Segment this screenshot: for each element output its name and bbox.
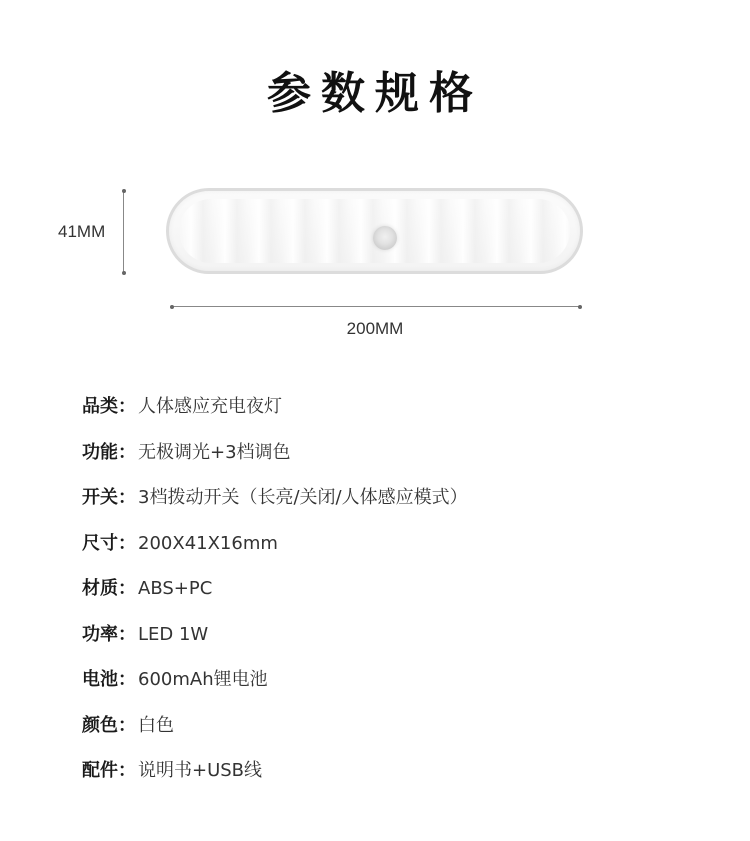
spec-label: 品类： — [82, 396, 136, 417]
motion-sensor — [373, 226, 397, 250]
spec-value: 说明书+USB线 — [138, 760, 263, 781]
spec-row-accessories — [82, 758, 702, 804]
spec-row-color — [82, 713, 702, 759]
spec-label: 功率： — [82, 623, 136, 645]
spec-label: 配件： — [82, 760, 136, 781]
spec-label: 颜色： — [82, 714, 136, 736]
spec-value: 3档拨动开关（长亮/关闭/人体感应模式） — [138, 487, 468, 508]
spec-label: 功能： — [82, 441, 136, 463]
spec-label: 尺寸： — [82, 532, 136, 554]
spec-row-power — [82, 622, 702, 668]
dimension-endpoint-dot — [122, 189, 126, 193]
spec-row-function — [82, 440, 702, 486]
spec-value: LED 1W — [138, 623, 209, 645]
dimension-endpoint-dot — [122, 271, 126, 275]
height-dimension-line — [123, 191, 124, 273]
spec-value: 白色 — [138, 714, 174, 736]
page-title: 参数规格 — [267, 68, 483, 119]
spec-value: 无极调光+3档调色 — [138, 441, 291, 463]
spec-value: 600mAh锂电池 — [138, 669, 268, 690]
width-dimension-line — [172, 306, 580, 307]
led-diffuser — [179, 199, 570, 263]
spec-label: 开关： — [82, 487, 136, 508]
dimension-endpoint-dot — [170, 305, 174, 309]
night-light-product-image — [166, 188, 583, 274]
spec-row-size — [82, 531, 702, 577]
spec-row-battery — [82, 667, 702, 713]
spec-row-material — [82, 576, 702, 622]
spec-label: 电池： — [82, 669, 136, 690]
spec-value: 200X41X16mm — [138, 532, 278, 554]
spec-row-category — [82, 394, 702, 440]
spec-row-switch — [82, 485, 702, 531]
spec-value: 人体感应充电夜灯 — [138, 396, 282, 417]
width-dimension-label: 200MM — [346, 319, 404, 338]
height-dimension-label: 41MM — [58, 222, 106, 241]
dimension-endpoint-dot — [578, 305, 582, 309]
spec-list — [82, 394, 702, 804]
spec-label: 材质： — [82, 578, 136, 599]
spec-value: ABS+PC — [138, 578, 213, 599]
